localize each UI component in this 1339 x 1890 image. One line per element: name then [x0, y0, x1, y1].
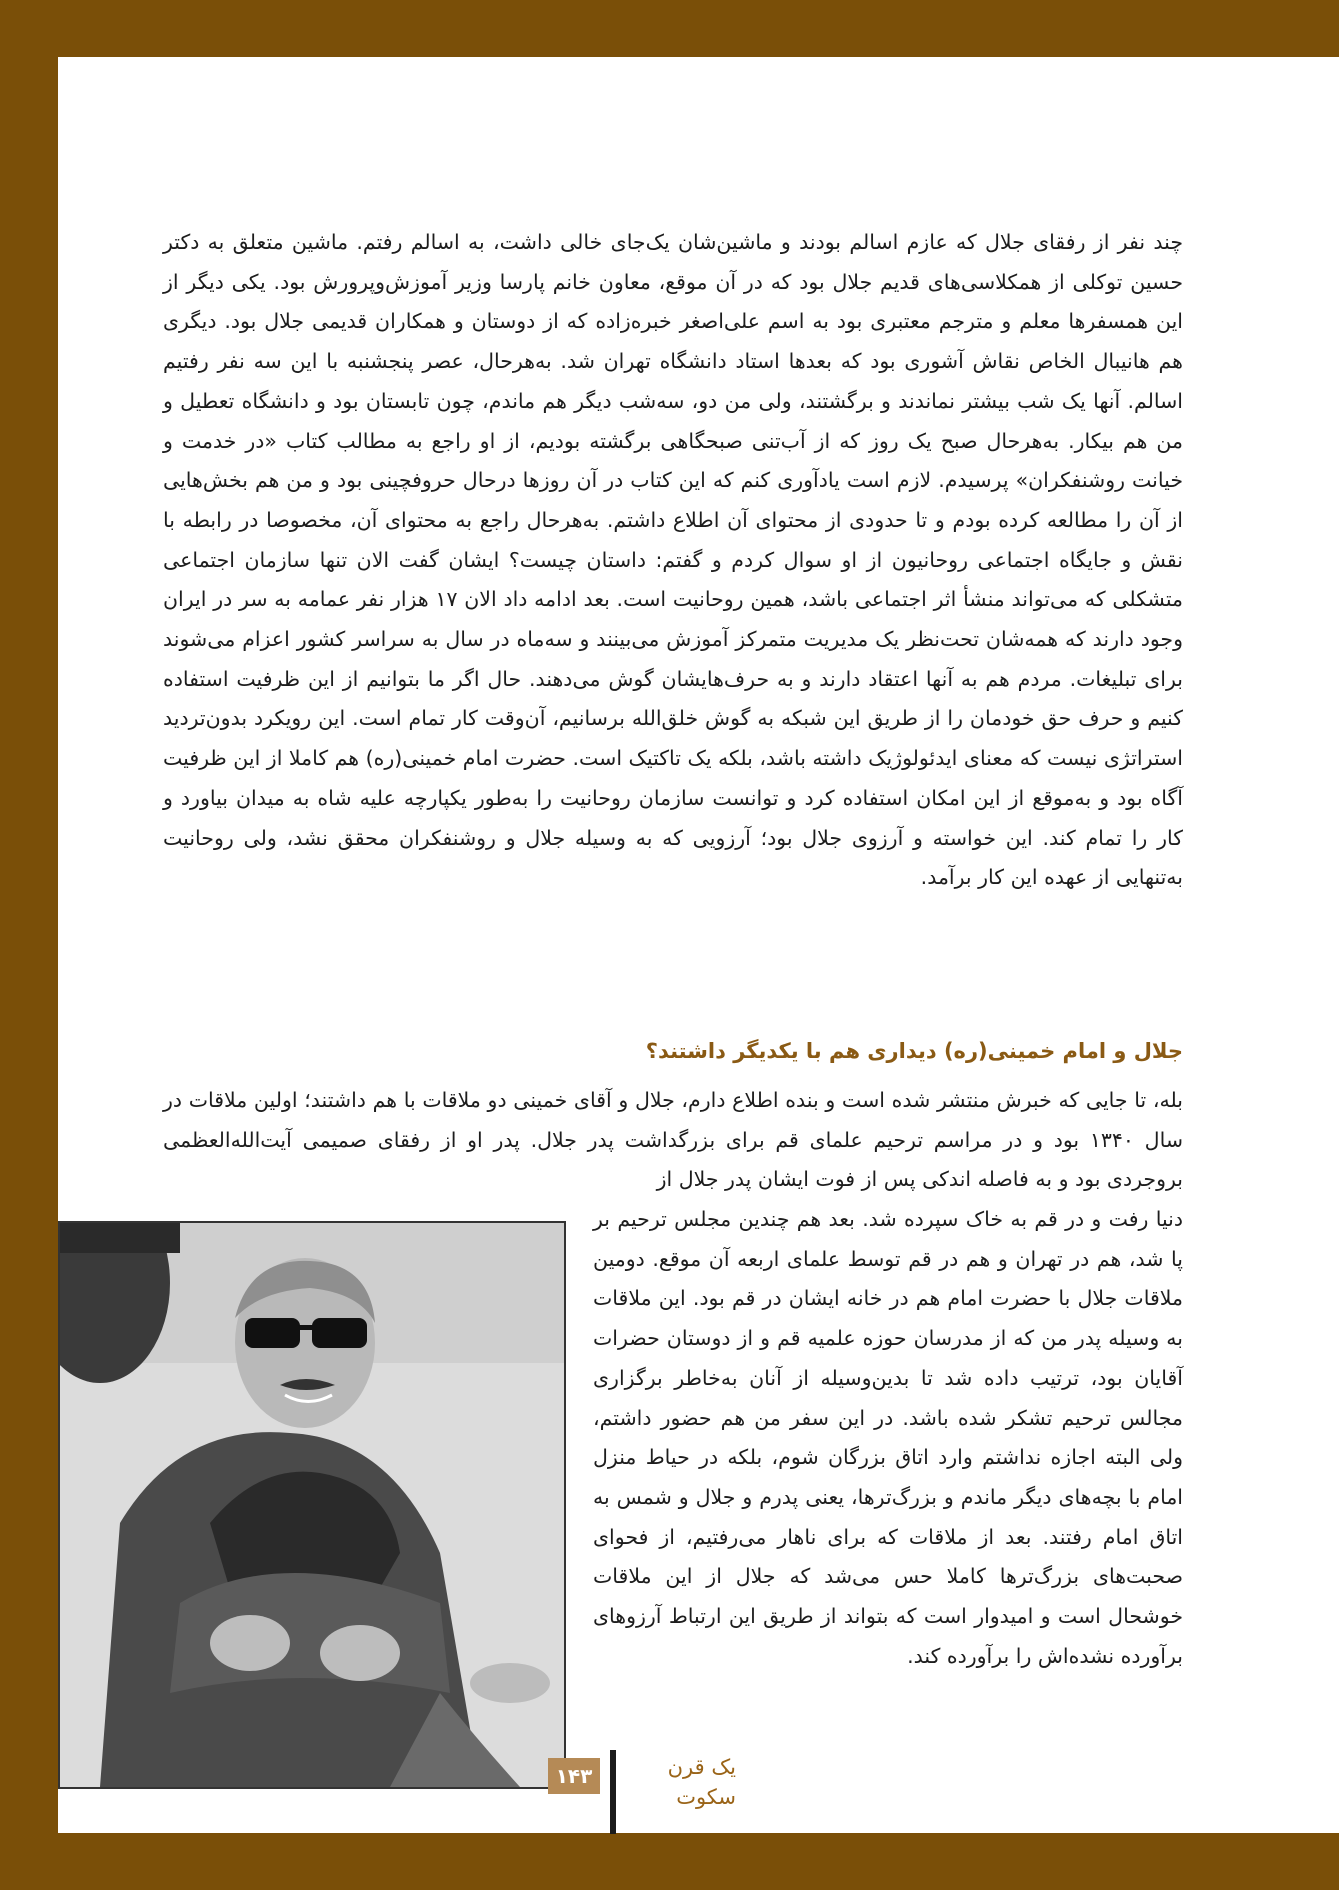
footer-divider: [610, 1750, 616, 1834]
footer-title-line2: سکوت: [676, 1785, 736, 1809]
question-heading: جلال و امام خمینی(ره) دیداری هم با یکدیگر داشتند؟: [645, 1039, 1183, 1063]
page: [58, 57, 1339, 1833]
answer-full-width: [163, 1081, 1183, 1200]
footer-title-line1: یک قرن: [667, 1755, 736, 1779]
portrait-illustration: [60, 1223, 564, 1787]
answer-paragraph-continued: دنیا رفت و در قم به خاک سپرده شد. بعد هم چندین مجلس ترحیم بر پا شد، هم در تهران و هم در قم توسط علمای اربعه آن موقع. دومین ملاقات جلال با حضرت امام هم در خانه ایشان در قم بود. این ملاقات به وسیله پدر من که از مدرسان حوزه علمیه قم و از دوستان حضرات آقایان بود، ترتیب داده شد تا بدین‌وسیله از آنان به‌خاطر برگزاری مجالس ترحیم تشکر شده باشد. در این سفر من هم حضور داشتم، ولی البته اجازه نداشتم وارد اتاق بزرگان شوم، بلکه در حیاط منزل امام با بچه‌های دیگر ماندم و بزرگ‌ترها، یعنی پدرم و جلال و شمس به اتاق امام رفتند. بعد از ملاقات که برای ناهار می‌رفتیم، از فحوای صحبت‌های بزرگ‌ترها کاملا حس می‌شد که جلال از این ملاقات خوشحال است و امیدوار است که بتواند از طریق این ارتباط آرزوهای برآورده نشده‌اش را برآورده کند.: [593, 1207, 1183, 1668]
intro-paragraph: چند نفر از رفقای جلال که عازم اسالم بودند و ماشین‌شان یک‌جای خالی داشت، به اسالم رفتم. ماشین متعلق به دکتر حسین توکلی از همکلاسی‌های قدیم جلال بود که در آن موقع، معاون خانم پارسا وزیر آموزش‌وپرورش بود. یکی دیگر از این همسفرها معلم و مترجم معتبری بود به اسم علی‌اصغر خبره‌زاده که از دوستان و همکاران قدیمی جلال بود. دیگری هم هانیبال الخاص نقاش آشوری بود که بعدها استاد دانشگاه تهران شد. به‌هرحال، عصر پنجشنبه با این سه نفر رفتیم اسالم. آنها یک شب بیشتر نماندند و برگشتند، ولی من دو، سه‌شب دیگر هم ماندم، چون تابستان بود و دانشگاه تعطیل و من هم بیکار. به‌هرحال صبح یک روز که از آب‌تنی صبحگاهی برگشته بودیم، از او راجع به مطالب کتاب «در خدمت و خیانت روشنفکران» پرسیدم. لازم است یادآوری کنم که این کتاب در آن روزها درحال حروفچینی بود و من هم بخش‌هایی از آن را مطالعه کرده بودم و تا حدودی از محتوای آن اطلاع داشتم. به‌هرحال راجع به محتوای آن، مخصوصا در رابطه با نقش و جایگاه اجتماعی روحانیون از او سوال کردم و گفتم: داستان چیست؟ ایشان گفت الان تنها سازمان اجتماعی متشکلی که می‌تواند منشأ اثر اجتماعی باشد، همین روحانیت است. بعد ادامه داد الان ۱۷ هزار نفر عمامه به سر در ایران وجود دارند که همه‌شان تحت‌نظر یک مدیریت متمرکز آموزش می‌بینند و سه‌ماه در سال به سراسر کشور اعزام می‌شوند برای تبلیغات. مردم هم به آنها اعتقاد دارند و به حرف‌هایشان گوش می‌دهند. حال اگر ما بتوانیم از این ظرفیت استفاده کنیم و حرف حق خودمان را از طریق این شبکه به گوش خلق‌الله برسانیم، آن‌وقت کار تمام است. این رویکرد بدون‌تردید استراتژی نیست که معنای ایدئولوژیک داشته باشد، بلکه یک تاکتیک است. حضرت امام خمینی(ره) هم کاملا از این ظرفیت آگاه بود و به‌موقع از این امکان استفاده کرد و توانست سازمان روحانیت را به‌طور یکپارچه علیه شاه به میدان بیاورد و کار را تمام کند. این خواسته و آرزوی جلال بود؛ آرزویی که به وسیله جلال و روشنفکران محقق نشد، ولی روحانیت به‌تنهایی از عهده این کار برآمد.: [163, 230, 1183, 890]
footer-book-title: [626, 1752, 736, 1812]
page-number-badge: ۱۴۳: [548, 1758, 600, 1794]
answer-wrapped-text: [593, 1200, 1183, 1676]
portrait-photo: [58, 1221, 566, 1789]
answer-paragraph-start: بله، تا جایی که خبرش منتشر شده است و بنده اطلاع دارم، جلال و آقای خمینی دو ملاقات با هم داشتند؛ اولین ملاقات در سال ۱۳۴۰ بود و در مراسم ترحیم علمای قم برای بزرگداشت پدر جلال. پدر او از رفقای صمیمی آیت‌الله‌العظمی بروجردی بود و به فاصله اندکی پس از فوت ایشان پدر جلال از: [163, 1088, 1183, 1192]
body-text-block: [163, 223, 1183, 898]
